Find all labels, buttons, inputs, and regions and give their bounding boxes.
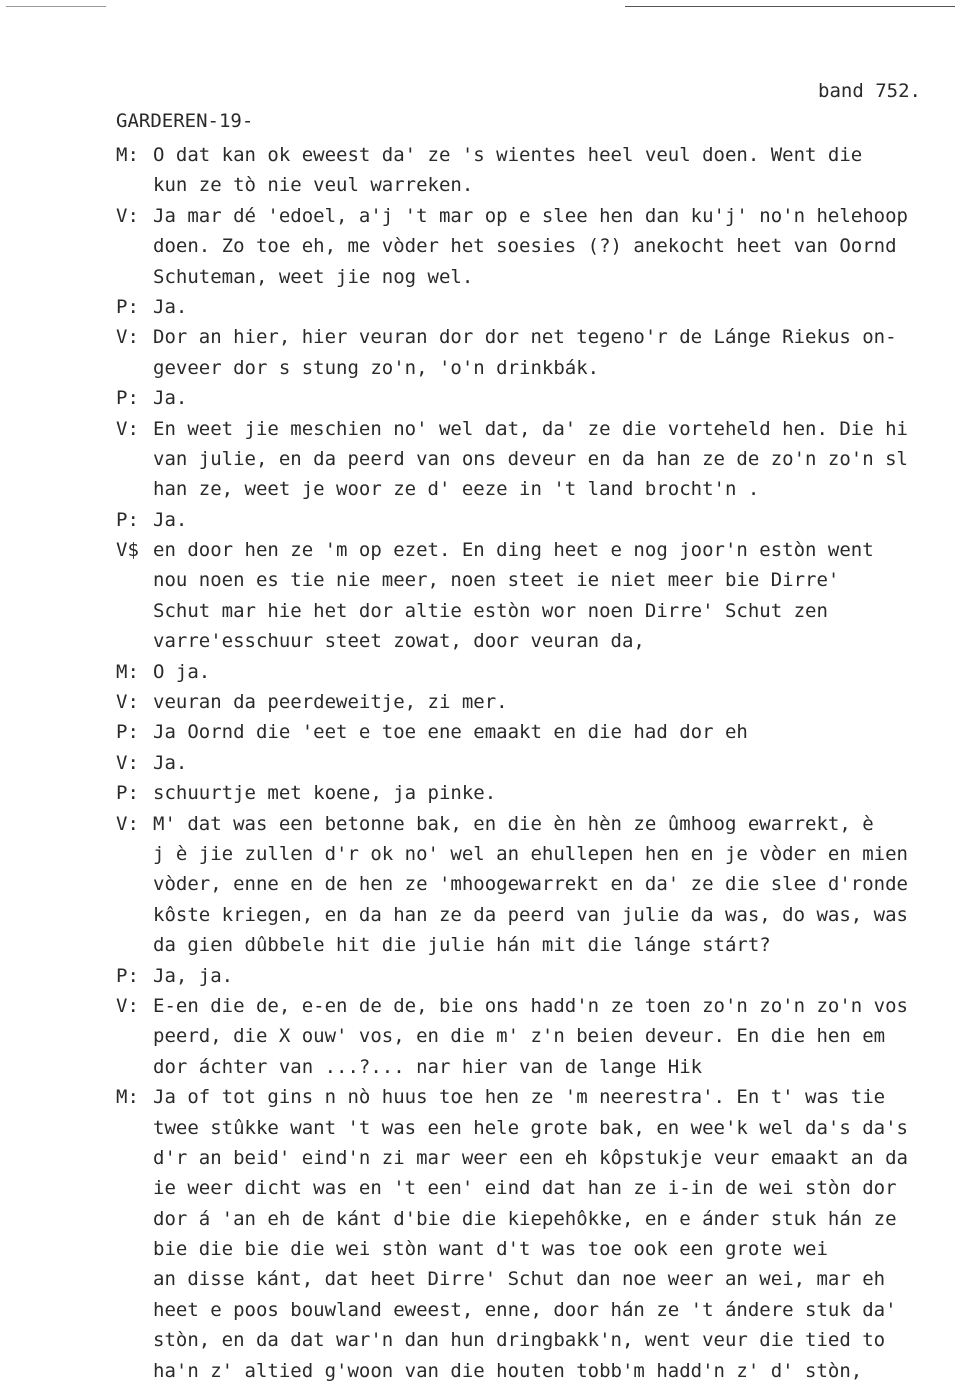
line-text: kôste kriegen, en da han ze da peerd van julie da was, do was, was: [153, 903, 908, 926]
speaker-label: P:: [116, 295, 139, 318]
line-text: Ja.: [153, 295, 188, 318]
transcript-line: [0, 1356, 973, 1386]
top-rule-right: [625, 6, 955, 7]
line-text: dor áchter van ...?... nar hier van de lange Hik: [153, 1055, 703, 1078]
line-text: O dat kan ok eweest da' ze 's wientes heel veul doen. Went die: [153, 144, 863, 166]
transcript-line: [0, 1173, 973, 1203]
transcript-line: [0, 869, 973, 899]
line-text: Ja.: [153, 508, 188, 531]
transcript-line: [0, 839, 973, 869]
line-text: geveer dor s stung zo'n, 'o'n drinkbák.: [153, 356, 600, 379]
line-text: Ja of tot gins n nò huus toe hen ze 'm neerestra'. En t' was tie: [153, 1086, 886, 1109]
transcript-line: [0, 262, 973, 292]
transcript-line: [0, 505, 973, 535]
speaker-label: V:: [116, 812, 139, 835]
transcript-line: [0, 1264, 973, 1294]
speaker-label: V:: [116, 751, 139, 774]
speaker-label: M:: [116, 144, 139, 166]
transcript-line: [0, 1295, 973, 1325]
line-text: vòder, enne en de hen ze 'mhoogewarrekt en da' ze die slee d'ronde: [153, 873, 908, 896]
line-text: van julie, en da peerd van ons deveur en da han ze de zo'n zo'n sl: [153, 447, 908, 470]
line-text: E-en die de, e-en de de, bie ons hadd'n ze toen zo'n zo'n zo'n vos: [153, 994, 908, 1017]
line-text: O ja.: [153, 660, 211, 683]
line-text: schuurtje met koene, ja pinke.: [153, 782, 497, 805]
line-text: Ja Oornd die 'eet e toe ene emaakt en die had dor eh: [153, 721, 748, 744]
transcript-line: [0, 900, 973, 930]
speaker-label: V:: [116, 417, 139, 440]
line-text: han ze, weet je woor ze d' eeze in 't land brocht'n .: [153, 478, 760, 501]
speaker-label: P:: [116, 508, 139, 531]
transcript-line: [0, 778, 973, 808]
top-rule-left: [6, 6, 106, 7]
transcript-line: [0, 292, 973, 322]
speaker-label: P:: [116, 964, 139, 987]
line-text: varre'esschuur steet zowat, door veuran da,: [153, 630, 645, 653]
page-header: GARDEREN-19-: [116, 110, 254, 132]
line-text: Schuteman, weet jie nog wel.: [153, 265, 474, 288]
speaker-label: V:: [116, 691, 139, 714]
transcript-line: [0, 444, 973, 474]
line-text: nou noen es tie nie meer, noen steet ie niet meer bie Dirre': [153, 569, 840, 592]
speaker-label: V$: [116, 539, 139, 562]
transcript-line: [0, 1082, 973, 1112]
line-text: dor á 'an eh de kánt d'bie die kiepehôkke, en e ánder stuk hán ze: [153, 1207, 897, 1230]
transcript-line: [0, 657, 973, 687]
speaker-label: P:: [116, 782, 139, 805]
line-text: an disse kánt, dat heet Dirre' Schut dan noe weer an wei, mar eh: [153, 1268, 886, 1291]
transcript-line: [0, 535, 973, 565]
transcript-line: [0, 353, 973, 383]
line-text: Ja.: [153, 387, 188, 410]
transcript-line: [0, 626, 973, 656]
line-text: Ja mar dé 'edoel, a'j 't mar op e slee hen dan ku'j' no'n helehoop: [153, 204, 908, 227]
speaker-label: M:: [116, 1086, 139, 1109]
transcript-line: [0, 596, 973, 626]
line-text: j è jie zullen d'r ok no' wel an ehullepen hen en je vòder en mien: [153, 842, 908, 865]
speaker-label: P:: [116, 387, 139, 410]
transcript-line: [0, 1113, 973, 1143]
line-text: ie weer dicht was en 't een' eind dat han ze i-in de wei stòn dor: [153, 1177, 897, 1200]
line-text: ha'n z' altied g'woon van die houten tobb'm hadd'n z' d' stòn,: [153, 1359, 863, 1382]
line-text: Dor an hier, hier veuran dor dor net tegeno'r de Lánge Riekus on-: [153, 326, 897, 349]
transcript-line: [0, 930, 973, 960]
transcript-line: [0, 1204, 973, 1234]
transcript-line: [0, 1325, 973, 1355]
line-text: twee stûkke want 't was een hele grote bak, en wee'k wel da's da's: [153, 1116, 908, 1139]
line-text: bie die bie die wei stòn want d't was toe ook een grote wei: [153, 1238, 828, 1261]
transcript-line: [0, 1052, 973, 1082]
transcript-line: [0, 201, 973, 231]
transcript-line: [0, 565, 973, 595]
line-text: heet e poos bouwland eweest, enne, door hán ze 't ándere stuk da': [153, 1298, 897, 1321]
speaker-label: M:: [116, 660, 139, 683]
line-text: En weet jie meschien no' wel dat, da' ze die vorteheld hen. Die hi: [153, 417, 908, 440]
line-text: veuran da peerdeweitje, zi mer.: [153, 691, 508, 714]
speaker-label: V:: [116, 204, 139, 227]
transcript-line: [0, 991, 973, 1021]
transcript-line: [0, 170, 973, 200]
transcript-line: [0, 140, 973, 170]
transcript-line: [0, 414, 973, 444]
line-text: M' dat was een betonne bak, en die èn hèn ze ûmhoog ewarrekt, è: [153, 812, 874, 835]
transcript-line: [0, 687, 973, 717]
line-text: Ja, ja.: [153, 964, 234, 987]
transcript-line: [0, 474, 973, 504]
transcript-line: [0, 1234, 973, 1264]
transcript-line: [0, 809, 973, 839]
transcript-line: [0, 231, 973, 261]
line-text: Ja.: [153, 751, 188, 774]
line-text: d'r an beid' eind'n zi mar weer een eh kôpstukje veur emaakt an da: [153, 1146, 908, 1169]
speaker-label: P:: [116, 721, 139, 744]
line-text: da gien dûbbele hit die julie hán mit die lánge stárt?: [153, 934, 771, 957]
transcript-line: [0, 1021, 973, 1051]
line-text: peerd, die X ouw' vos, en die m' z'n beien deveur. En die hen em: [153, 1025, 886, 1048]
line-text: kun ze tò nie veul warreken.: [153, 174, 474, 197]
speaker-label: V:: [116, 326, 139, 349]
transcript-line: [0, 717, 973, 747]
line-text: en door hen ze 'm op ezet. En ding heet e nog joor'n estòn went: [153, 539, 874, 562]
line-text: doen. Zo toe eh, me vòder het soesies (?) anekocht heet van Oornd: [153, 235, 897, 258]
transcript-line: [0, 383, 973, 413]
transcript-line: [0, 961, 973, 991]
transcript-body: [0, 140, 973, 1386]
band-number: band 752.: [818, 80, 921, 102]
transcript-line: [0, 748, 973, 778]
line-text: Schut mar hie het dor altie estòn wor noen Dirre' Schut zen: [153, 599, 828, 622]
transcript-line: [0, 322, 973, 352]
transcript-line: [0, 1143, 973, 1173]
line-text: stòn, en da dat war'n dan hun dringbakk'n, went veur die tied to: [153, 1329, 886, 1352]
speaker-label: V:: [116, 994, 139, 1017]
